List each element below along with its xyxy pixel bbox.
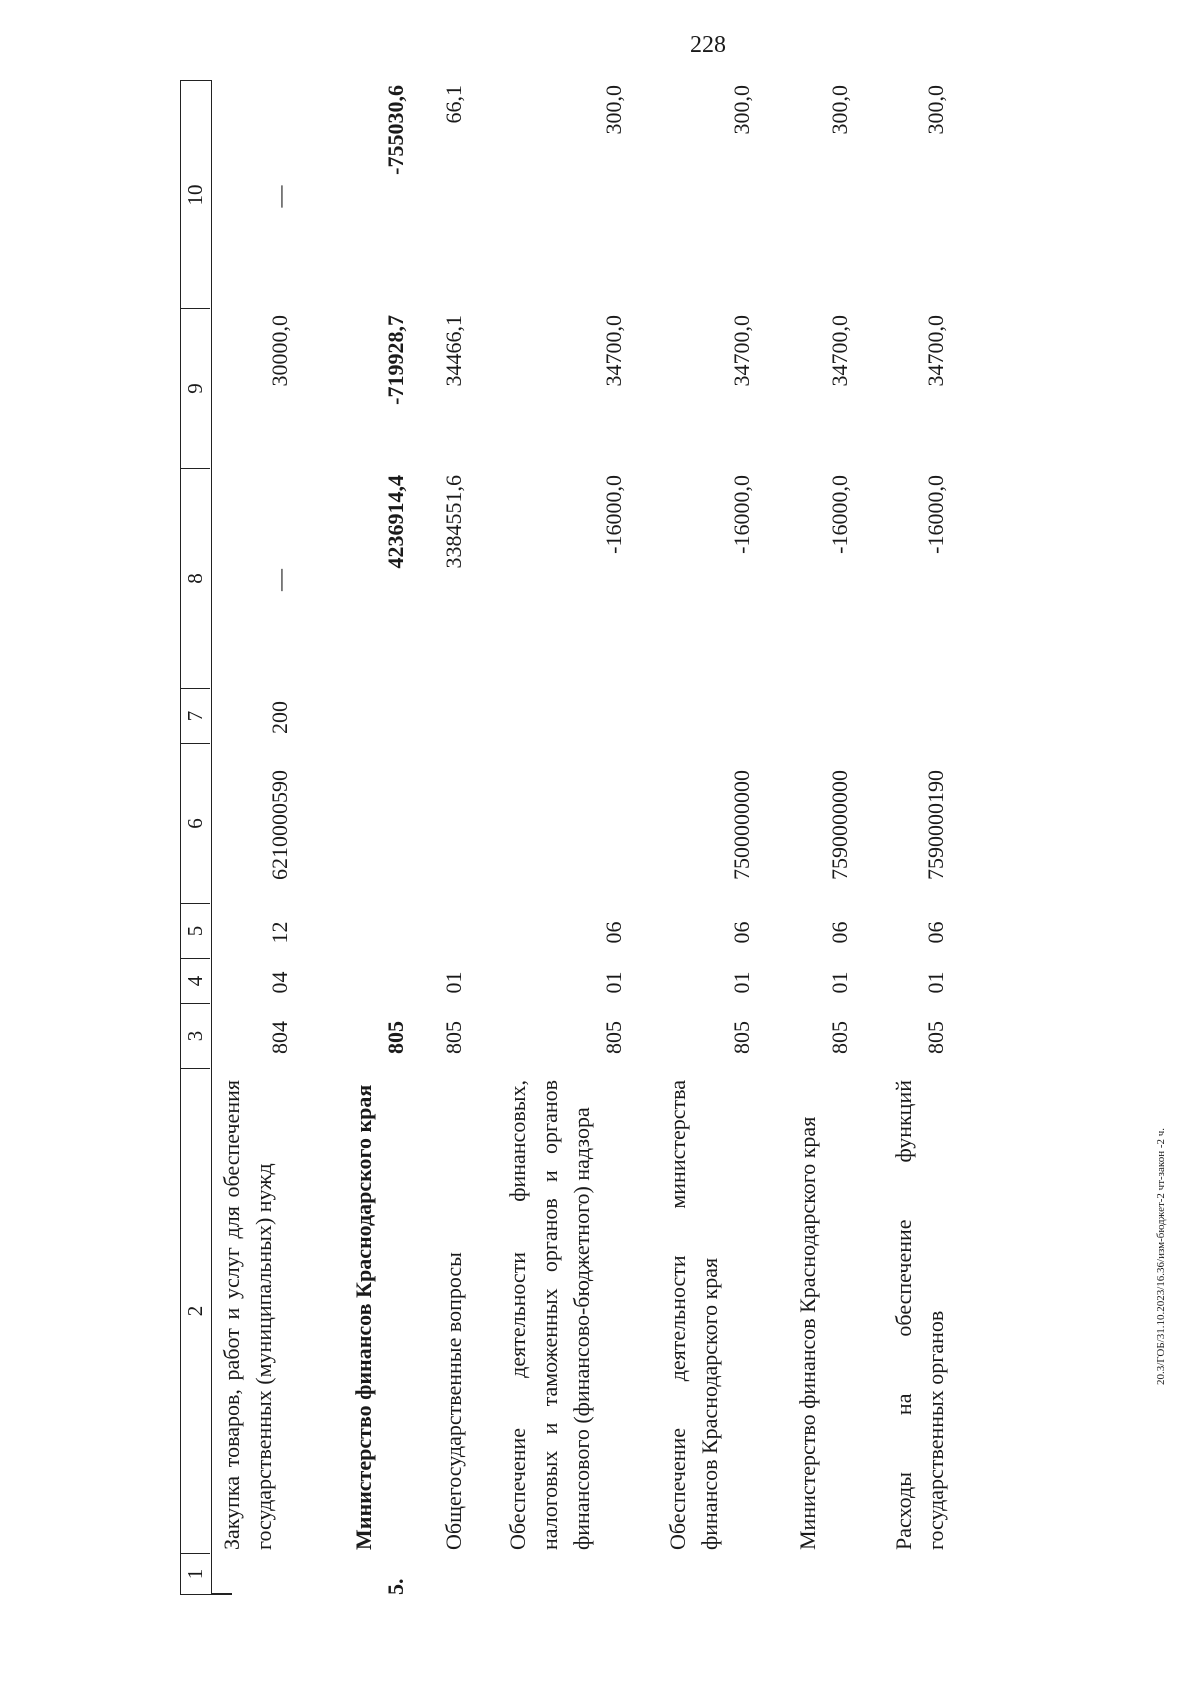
row-code-5: 06 (729, 921, 754, 944)
row-code-5: 06 (827, 921, 852, 944)
row-code-5: 06 (923, 921, 948, 944)
row-code-5: 06 (601, 921, 626, 944)
row-value-9: 34700,0 (827, 315, 852, 387)
table-header-row (180, 80, 212, 1595)
row-name: Министерство финансов Краснодарского края (351, 1084, 376, 1550)
row-value-8: 3384551,6 (441, 475, 466, 569)
row-value-9: -719928,7 (383, 315, 408, 405)
row-code-6: 6210000590 (267, 770, 292, 880)
row-code-3: 804 (267, 1021, 292, 1054)
header-col-6: 6 (181, 744, 210, 904)
budget-table (180, 80, 1005, 1595)
row-code-3: 805 (729, 1021, 754, 1054)
row-code-7: 200 (267, 701, 292, 734)
header-col-9: 9 (181, 309, 210, 469)
row-value-8: -16000,0 (923, 475, 948, 554)
page-number: 228 (690, 32, 726, 58)
header-col-8: 8 (181, 469, 210, 689)
document-footer-code: 20.3/ГОБ/31.10.2023/16.36/изм-бюджет-2 чт-закон -2 ч. (1155, 1127, 1167, 1385)
row-code-3: 805 (923, 1021, 948, 1054)
row-value-8: -16000,0 (827, 475, 852, 554)
header-col-5: 5 (181, 904, 210, 959)
row-code-5: 12 (267, 921, 292, 944)
header-col-3: 3 (181, 1004, 210, 1069)
row-code-4: 01 (441, 971, 466, 994)
row-value-9: 30000,0 (267, 315, 292, 387)
row-value-10: 66,1 (441, 85, 466, 124)
row-code-3: 805 (827, 1021, 852, 1054)
row-code-4: 04 (267, 971, 292, 994)
row-value-9: 34700,0 (923, 315, 948, 387)
header-col-10: 10 (181, 82, 210, 309)
row-name: Расходы на обеспечение функций государственных органов (891, 1080, 948, 1550)
row-value-10: 300,0 (923, 85, 948, 135)
row-name: Закупка товаров, работ и услуг для обеспечения государственных (муниципальных) нужд (219, 1080, 276, 1550)
row-value-10: 300,0 (601, 85, 626, 135)
row-value-9: 34700,0 (601, 315, 626, 387)
row-value-8: 4236914,4 (383, 475, 408, 569)
row-value-8: — (267, 569, 292, 591)
row-value-8: -16000,0 (729, 475, 754, 554)
row-name: Общегосударственные вопросы (441, 1252, 466, 1550)
row-code-4: 01 (729, 971, 754, 994)
row-code-6: 7590000190 (923, 770, 948, 880)
row-name: Обеспечение деятельности министерства финансов Краснодарского края (665, 1080, 722, 1550)
row-value-8: -16000,0 (601, 475, 626, 554)
row-code-4: 01 (827, 971, 852, 994)
row-code-4: 01 (923, 971, 948, 994)
row-name: Министерство финансов Краснодарского края (795, 1116, 820, 1550)
header-col-2: 2 (181, 1069, 210, 1554)
first-column-border (212, 1594, 232, 1596)
row-value-10: 300,0 (729, 85, 754, 135)
row-number: 5. (383, 1578, 408, 1595)
row-value-9: 34700,0 (729, 315, 754, 387)
header-col-1: 1 (183, 1568, 207, 1580)
row-code-3: 805 (601, 1021, 626, 1054)
row-value-10: -755030,6 (383, 85, 408, 175)
header-col-7: 7 (181, 689, 210, 744)
row-value-9: 34466,1 (441, 315, 466, 387)
row-code-4: 01 (601, 971, 626, 994)
row-code-6: 7500000000 (729, 770, 754, 880)
header-col-4: 4 (181, 959, 210, 1004)
row-code-3: 805 (441, 1021, 466, 1054)
row-value-10: 300,0 (827, 85, 852, 135)
row-value-10: — (267, 185, 292, 208)
row-name: Обеспечение деятельности финансовых, налоговых и таможенных органов и органов финансового (финансово-бюджетного) надзора (505, 1080, 594, 1550)
row-code-3: 805 (383, 1021, 408, 1054)
row-code-6: 7590000000 (827, 770, 852, 880)
